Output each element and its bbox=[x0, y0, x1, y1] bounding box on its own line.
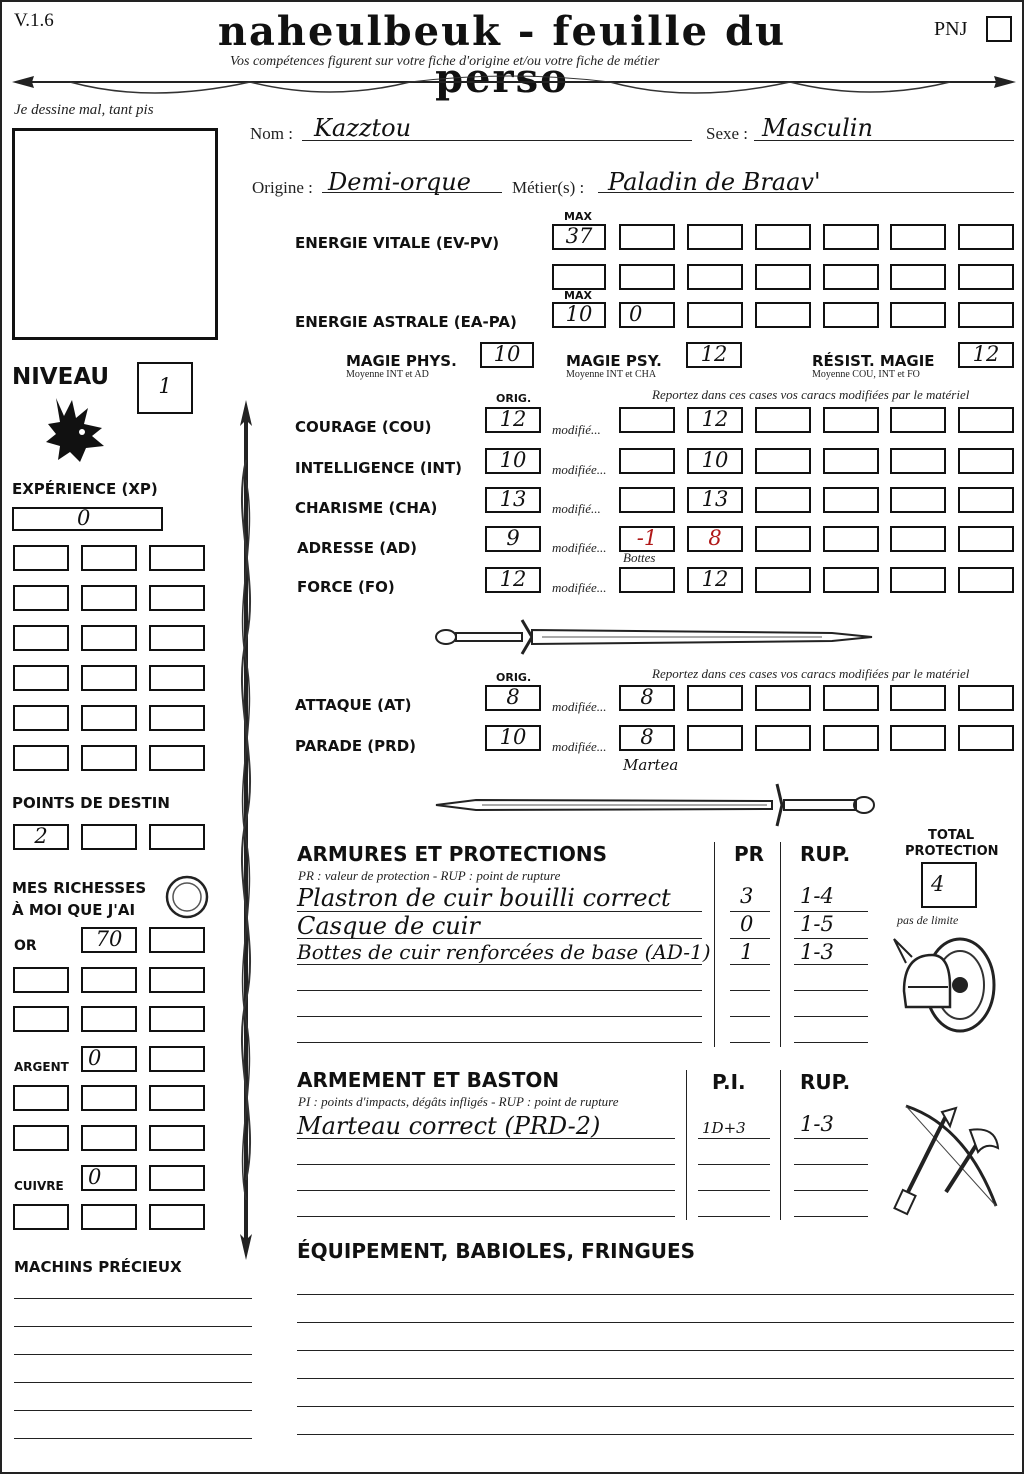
armor-item-name[interactable]: Bottes de cuir renforcées de base (AD-1) bbox=[297, 940, 711, 964]
armor-item-name[interactable]: Plastron de cuir bouilli correct bbox=[297, 884, 671, 912]
pnj-checkbox[interactable] bbox=[986, 16, 1012, 42]
portrait-box[interactable] bbox=[12, 128, 218, 340]
weapon-line[interactable] bbox=[297, 1190, 675, 1191]
combat-extra-box[interactable] bbox=[755, 685, 811, 711]
armor-note: PR : valeur de protection - RUP : point de rupture bbox=[298, 868, 561, 883]
xp-track-box[interactable] bbox=[149, 625, 205, 651]
equipment-title: ÉQUIPEMENT, BABIOLES, FRINGUES bbox=[297, 1239, 696, 1263]
equipment-line[interactable] bbox=[297, 1294, 1014, 1295]
equipment-line[interactable] bbox=[297, 1434, 1014, 1435]
combat-final-box[interactable]: 8 bbox=[619, 685, 675, 711]
combat-extra-box[interactable] bbox=[823, 725, 879, 751]
ev-max-box[interactable]: 37 bbox=[552, 224, 606, 250]
resist-magie-box[interactable]: 12 bbox=[958, 342, 1014, 368]
stat-orig-box[interactable]: 10 bbox=[485, 448, 541, 474]
stat-extra-box[interactable] bbox=[958, 567, 1014, 593]
total-protection-label: PROTECTION bbox=[905, 844, 999, 859]
sword-icon bbox=[432, 614, 877, 660]
cuivre-label: CUIVRE bbox=[14, 1179, 64, 1193]
xp-track-box[interactable] bbox=[81, 545, 137, 571]
ea-max-box[interactable]: 10 bbox=[552, 302, 606, 328]
xp-track-box[interactable] bbox=[81, 745, 137, 771]
combat-label: ATTAQUE (AT) bbox=[295, 696, 412, 714]
stat-mod-box[interactable] bbox=[619, 567, 675, 593]
metier-value[interactable]: Paladin de Braav' bbox=[608, 168, 821, 196]
armor-item-rup[interactable]: 1-5 bbox=[800, 912, 834, 936]
equipment-line[interactable] bbox=[297, 1350, 1014, 1351]
total-protection-label: TOTAL bbox=[928, 828, 975, 843]
weapons-title: ARMEMENT ET BASTON bbox=[297, 1068, 560, 1092]
ea-max-label: MAX bbox=[564, 289, 592, 302]
total-protection-note: pas de limite bbox=[897, 913, 959, 927]
stat-extra-box[interactable] bbox=[958, 407, 1014, 433]
machins-label: MACHINS PRÉCIEUX bbox=[14, 1258, 182, 1276]
ea-box[interactable] bbox=[958, 302, 1014, 328]
xp-track-box[interactable] bbox=[13, 585, 69, 611]
resist-magie-note: Moyenne COU, INT et FO bbox=[812, 369, 920, 380]
equipment-line[interactable] bbox=[297, 1406, 1014, 1407]
stat-mod-box[interactable]: -1 bbox=[619, 526, 675, 552]
stat-mod-label: modifié... bbox=[552, 422, 601, 437]
stat-mod-box[interactable] bbox=[619, 448, 675, 474]
ev-max-label: MAX bbox=[564, 210, 592, 223]
xp-track-box[interactable] bbox=[149, 585, 205, 611]
stat-final-box[interactable]: 10 bbox=[687, 448, 743, 474]
machins-line[interactable] bbox=[14, 1410, 252, 1411]
stat-mod-label: modifiée... bbox=[552, 580, 607, 595]
or-box[interactable]: 70 bbox=[81, 927, 137, 953]
ea-box[interactable] bbox=[890, 302, 946, 328]
xp-track-box[interactable] bbox=[81, 665, 137, 691]
stat-orig-box[interactable]: 9 bbox=[485, 526, 541, 552]
xp-box[interactable]: 0 bbox=[12, 507, 163, 531]
money-box[interactable] bbox=[81, 1125, 137, 1151]
weapon-item-pi[interactable]: 1D+3 bbox=[702, 1119, 746, 1137]
xp-track-box[interactable] bbox=[149, 705, 205, 731]
xp-track-box[interactable] bbox=[81, 705, 137, 731]
stat-extra-box[interactable] bbox=[755, 487, 811, 513]
combat-extra-box[interactable] bbox=[687, 685, 743, 711]
stat-orig-box[interactable]: 12 bbox=[485, 567, 541, 593]
money-box[interactable] bbox=[149, 1204, 205, 1230]
money-box[interactable] bbox=[149, 1085, 205, 1111]
niveau-box[interactable]: 1 bbox=[137, 362, 193, 414]
magie-phys-box[interactable]: 10 bbox=[480, 342, 534, 368]
weapon-item-name[interactable]: Marteau correct (PRD-2) bbox=[297, 1112, 601, 1140]
ev-label: ENERGIE VITALE (EV-PV) bbox=[295, 234, 500, 252]
stat-extra-box[interactable] bbox=[755, 567, 811, 593]
stat-mod-label: modifiée... bbox=[552, 540, 607, 555]
combat-extra-box[interactable] bbox=[958, 685, 1014, 711]
armor-col-pr: PR bbox=[734, 842, 765, 866]
combat-extra-box[interactable] bbox=[687, 725, 743, 751]
orig-label: ORIG. bbox=[496, 392, 532, 405]
ev-box[interactable] bbox=[619, 224, 675, 250]
or-box[interactable] bbox=[149, 927, 205, 953]
stat-final-box[interactable]: 12 bbox=[687, 407, 743, 433]
armor-line[interactable] bbox=[297, 1042, 702, 1043]
sword-icon bbox=[432, 780, 877, 830]
stat-extra-box[interactable] bbox=[958, 526, 1014, 552]
destin-box[interactable] bbox=[81, 824, 137, 850]
nom-value[interactable]: Kazztou bbox=[314, 114, 412, 142]
armor-col-rup: RUP. bbox=[800, 842, 851, 866]
equipment-line[interactable] bbox=[297, 1378, 1014, 1379]
money-box[interactable] bbox=[13, 1204, 69, 1230]
equipment-line[interactable] bbox=[297, 1322, 1014, 1323]
combat-extra-box[interactable] bbox=[823, 685, 879, 711]
stat-extra-box[interactable] bbox=[890, 448, 946, 474]
origine-label: Origine : bbox=[252, 178, 313, 197]
armor-line[interactable] bbox=[297, 1016, 702, 1017]
combat-extra-box[interactable] bbox=[890, 725, 946, 751]
xp-track-box[interactable] bbox=[81, 625, 137, 651]
magie-psy-note: Moyenne INT et CHA bbox=[566, 369, 657, 380]
money-box[interactable] bbox=[13, 967, 69, 993]
stat-extra-box[interactable] bbox=[823, 487, 879, 513]
ea-box[interactable] bbox=[755, 302, 811, 328]
money-box[interactable] bbox=[81, 1085, 137, 1111]
machins-line[interactable] bbox=[14, 1298, 252, 1299]
xp-track-box[interactable] bbox=[13, 745, 69, 771]
ev-box[interactable] bbox=[958, 264, 1014, 290]
armor-item-rup[interactable]: 1-3 bbox=[800, 940, 834, 964]
sheet-title: naheulbeuk - feuille du perso bbox=[217, 8, 787, 102]
combat-label: PARADE (PRD) bbox=[295, 737, 417, 755]
argent-box[interactable]: 0 bbox=[81, 1046, 137, 1072]
vine-spear-icon bbox=[228, 400, 264, 1280]
coin-icon bbox=[164, 874, 210, 920]
combat-mod-label: modifiée... bbox=[552, 739, 607, 754]
stat-extra-box[interactable] bbox=[890, 407, 946, 433]
machins-line[interactable] bbox=[14, 1354, 252, 1355]
combat-report-note: Reportez dans ces cases vos caracs modifiées par le matériel bbox=[652, 666, 970, 681]
money-box[interactable] bbox=[149, 1006, 205, 1032]
money-box[interactable] bbox=[149, 967, 205, 993]
stat-label: CHARISME (CHA) bbox=[295, 499, 438, 517]
title-spear-icon bbox=[10, 68, 1018, 108]
xp-label: EXPÉRIENCE (XP) bbox=[12, 480, 158, 498]
pnj-label: PNJ bbox=[934, 18, 968, 40]
xp-track-box[interactable] bbox=[149, 665, 205, 691]
money-box[interactable] bbox=[13, 1006, 69, 1032]
xp-track-box[interactable] bbox=[13, 545, 69, 571]
ea-box[interactable] bbox=[687, 302, 743, 328]
stat-extra-box[interactable] bbox=[890, 487, 946, 513]
cuivre-box[interactable]: 0 bbox=[81, 1165, 137, 1191]
ev-box[interactable] bbox=[958, 224, 1014, 250]
machins-line[interactable] bbox=[14, 1382, 252, 1383]
xp-track-box[interactable] bbox=[81, 585, 137, 611]
stat-mod-note: Bottes bbox=[623, 550, 656, 565]
report-note: Reportez dans ces cases vos caracs modifiées par le matériel bbox=[652, 387, 970, 402]
stat-final-box[interactable]: 8 bbox=[687, 526, 743, 552]
combat-extra-box[interactable] bbox=[890, 685, 946, 711]
niveau-label: NIVEAU bbox=[12, 364, 110, 390]
armor-item-pr[interactable]: 0 bbox=[740, 912, 754, 936]
richesses-label: MES RICHESSES bbox=[12, 879, 147, 897]
destin-label: POINTS DE DESTIN bbox=[12, 794, 170, 812]
machins-line[interactable] bbox=[14, 1326, 252, 1327]
combat-extra-box[interactable] bbox=[755, 725, 811, 751]
stat-extra-box[interactable] bbox=[755, 448, 811, 474]
ea-current-box[interactable]: 0 bbox=[619, 302, 675, 328]
ea-box[interactable] bbox=[823, 302, 879, 328]
weapon-item-rup[interactable]: 1-3 bbox=[800, 1112, 834, 1136]
stat-extra-box[interactable] bbox=[890, 567, 946, 593]
ev-box[interactable] bbox=[619, 264, 675, 290]
weapons-col-rup: RUP. bbox=[800, 1070, 851, 1094]
stat-extra-box[interactable] bbox=[823, 448, 879, 474]
magie-psy-label: MAGIE PSY. bbox=[566, 352, 662, 370]
combat-final-box[interactable]: 8 bbox=[619, 725, 675, 751]
sheet-subtitle: Vos compétences figurent sur votre fiche d'origine et/ou votre fiche de métier bbox=[230, 54, 660, 69]
combat-orig-box[interactable]: 10 bbox=[485, 725, 541, 751]
xp-track-box[interactable] bbox=[149, 545, 205, 571]
money-box[interactable] bbox=[13, 1085, 69, 1111]
stat-mod-box[interactable] bbox=[619, 407, 675, 433]
armor-item-rup[interactable]: 1-4 bbox=[800, 884, 834, 908]
portrait-caption: Je dessine mal, tant pis bbox=[14, 102, 154, 118]
money-box[interactable] bbox=[13, 1125, 69, 1151]
ev-box[interactable] bbox=[687, 264, 743, 290]
armor-item-pr[interactable]: 3 bbox=[740, 884, 754, 908]
ev-box[interactable] bbox=[687, 224, 743, 250]
machins-line[interactable] bbox=[14, 1438, 252, 1439]
stat-extra-box[interactable] bbox=[958, 487, 1014, 513]
crossed-weapons-icon bbox=[886, 1096, 1010, 1220]
money-box[interactable] bbox=[81, 967, 137, 993]
resist-magie-label: RÉSIST. MAGIE bbox=[812, 352, 935, 370]
stat-orig-box[interactable]: 12 bbox=[485, 407, 541, 433]
stat-label: FORCE (FO) bbox=[297, 578, 395, 596]
magie-psy-box[interactable]: 12 bbox=[686, 342, 742, 368]
stat-mod-box[interactable] bbox=[619, 487, 675, 513]
money-box[interactable] bbox=[149, 1125, 205, 1151]
stat-mod-label: modifiée... bbox=[552, 462, 607, 477]
combat-mod-label: modifiée... bbox=[552, 699, 607, 714]
stat-final-box[interactable]: 12 bbox=[687, 567, 743, 593]
ev-box[interactable] bbox=[823, 264, 879, 290]
ev-box[interactable] bbox=[755, 224, 811, 250]
stat-label: INTELLIGENCE (INT) bbox=[295, 459, 462, 477]
stat-extra-box[interactable] bbox=[755, 526, 811, 552]
sexe-label: Sexe : bbox=[706, 124, 749, 143]
combat-extra-box[interactable] bbox=[958, 725, 1014, 751]
helmet-shield-icon bbox=[892, 927, 1004, 1037]
weapons-note: PI : points d'impacts, dégâts infligés - RUP : point de rupture bbox=[298, 1094, 619, 1109]
stat-extra-box[interactable] bbox=[823, 567, 879, 593]
ev-box[interactable] bbox=[823, 224, 879, 250]
ev-box[interactable] bbox=[755, 264, 811, 290]
stat-extra-box[interactable] bbox=[823, 407, 879, 433]
money-box[interactable] bbox=[81, 1006, 137, 1032]
armor-item-name[interactable]: Casque de cuir bbox=[297, 912, 480, 940]
weapon-line[interactable] bbox=[297, 1164, 675, 1165]
stat-extra-box[interactable] bbox=[890, 526, 946, 552]
combat-orig-box[interactable]: 8 bbox=[485, 685, 541, 711]
destin-box[interactable]: 2 bbox=[13, 824, 69, 850]
destin-box[interactable] bbox=[149, 824, 205, 850]
xp-track-box[interactable] bbox=[13, 625, 69, 651]
richesses-label: À MOI QUE J'AI bbox=[12, 901, 136, 919]
cuivre-box[interactable] bbox=[149, 1165, 205, 1191]
stat-extra-box[interactable] bbox=[823, 526, 879, 552]
magie-phys-note: Moyenne INT et AD bbox=[346, 369, 429, 380]
ev-box[interactable] bbox=[890, 264, 946, 290]
argent-box[interactable] bbox=[149, 1046, 205, 1072]
ea-label: ENERGIE ASTRALE (EA-PA) bbox=[295, 313, 517, 331]
money-box[interactable] bbox=[81, 1204, 137, 1230]
argent-label: ARGENT bbox=[14, 1060, 69, 1074]
armor-line[interactable] bbox=[297, 990, 702, 991]
metier-label: Métier(s) : bbox=[512, 178, 585, 197]
stat-orig-box[interactable]: 13 bbox=[485, 487, 541, 513]
stat-extra-box[interactable] bbox=[958, 448, 1014, 474]
weapons-col-pi: P.I. bbox=[712, 1070, 746, 1094]
xp-track-box[interactable] bbox=[13, 705, 69, 731]
dragon-head-icon bbox=[42, 394, 108, 466]
parade-note: Martea bbox=[623, 756, 679, 774]
magie-phys-label: MAGIE PHYS. bbox=[346, 352, 457, 370]
stat-mod-label: modifié... bbox=[552, 501, 601, 516]
nom-label: Nom : bbox=[250, 124, 293, 143]
armor-item-pr[interactable]: 1 bbox=[740, 940, 754, 964]
version-label: V.1.6 bbox=[14, 10, 54, 31]
origine-value[interactable]: Demi-orque bbox=[328, 168, 471, 196]
xp-track-box[interactable] bbox=[149, 745, 205, 771]
armor-title: ARMURES ET PROTECTIONS bbox=[297, 842, 607, 866]
ev-box[interactable] bbox=[890, 224, 946, 250]
or-label: OR bbox=[14, 938, 37, 954]
xp-track-box[interactable] bbox=[13, 665, 69, 691]
sexe-value[interactable]: Masculin bbox=[762, 114, 873, 142]
stat-final-box[interactable]: 13 bbox=[687, 487, 743, 513]
stat-label: ADRESSE (AD) bbox=[297, 539, 418, 557]
stat-extra-box[interactable] bbox=[755, 407, 811, 433]
stat-label: COURAGE (COU) bbox=[295, 418, 432, 436]
combat-orig-label: ORIG. bbox=[496, 671, 532, 684]
total-protection-box[interactable]: 4 bbox=[921, 862, 977, 908]
weapon-line[interactable] bbox=[297, 1216, 675, 1217]
ev-box[interactable] bbox=[552, 264, 606, 290]
